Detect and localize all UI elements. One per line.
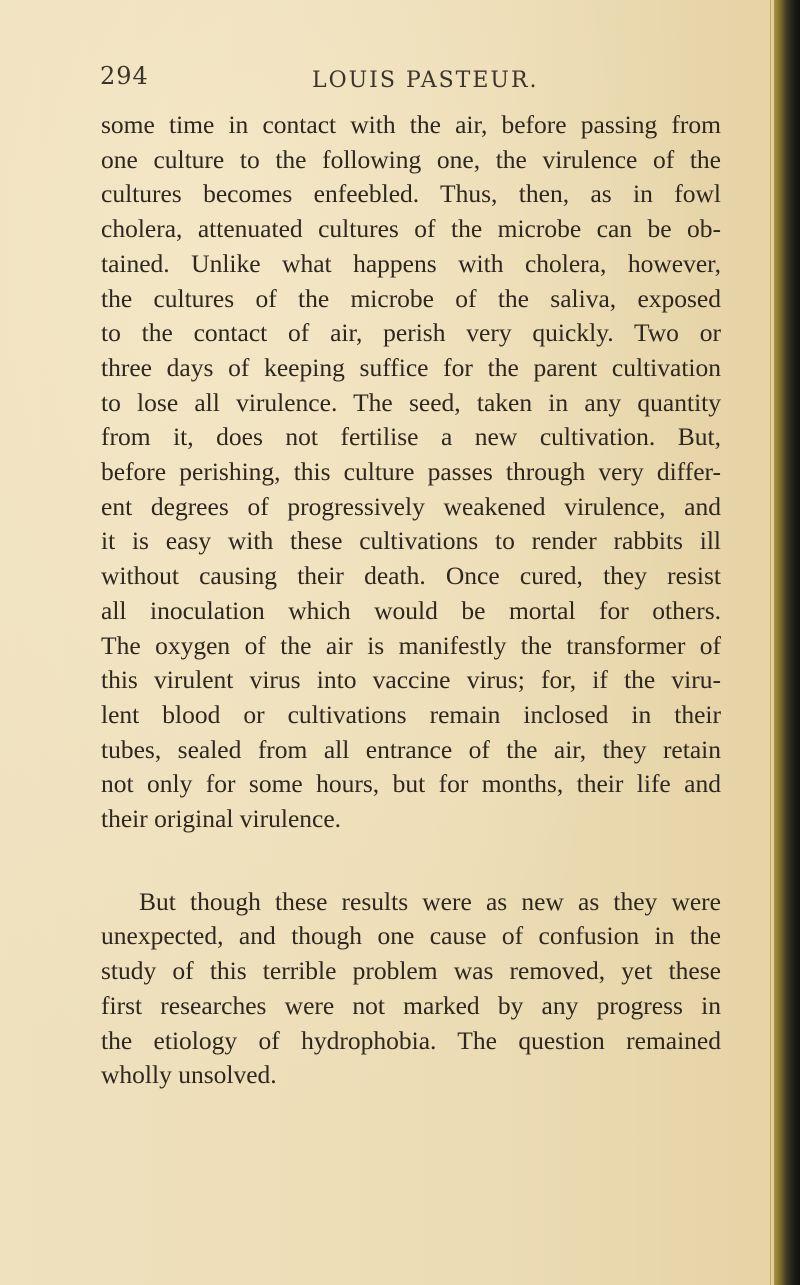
text-line: all inoculation which would be mortal for others. bbox=[101, 595, 721, 625]
text-line: wholly unsolved. bbox=[101, 1060, 277, 1090]
text-line: ent degrees of progressively weakened virulence, and bbox=[101, 491, 721, 521]
text-line: from it, does not fertilise a new cultivation. But, bbox=[101, 422, 721, 452]
text-line: this virulent virus into vaccine virus; for, if the viru- bbox=[101, 665, 721, 695]
paragraph-2 bbox=[101, 885, 721, 1093]
text-line: to the contact of air, perish very quickly. Two or bbox=[101, 318, 721, 348]
text-line: first researches were not marked by any progress in bbox=[101, 990, 721, 1020]
paragraph-1 bbox=[101, 108, 721, 837]
body-text bbox=[101, 108, 721, 1093]
text-line: cholera, attenuated cultures of the microbe can be ob- bbox=[101, 214, 721, 244]
text-line: three days of keeping suffice for the parent cultivation bbox=[101, 352, 721, 382]
page-edge bbox=[771, 0, 774, 1285]
text-line: lent blood or cultivations remain inclosed in their bbox=[101, 699, 721, 729]
text-line: the etiology of hydrophobia. The question remained bbox=[101, 1025, 721, 1055]
text-line: one culture to the following one, the virulence of the bbox=[101, 144, 721, 174]
running-head: LOUIS PASTEUR. bbox=[312, 68, 539, 93]
text-line: without causing their death. Once cured, they resist bbox=[101, 561, 721, 591]
book-spine-shadow bbox=[770, 0, 800, 1285]
text-line: tubes, sealed from all entrance of the air, they retain bbox=[101, 734, 721, 764]
text-line: cultures becomes enfeebled. Thus, then, as in fowl bbox=[101, 179, 721, 209]
text-line: unexpected, and though one cause of confusion in the bbox=[101, 921, 721, 951]
text-line: study of this terrible problem was removed, yet these bbox=[101, 956, 721, 986]
page-number: 294 bbox=[100, 62, 149, 90]
text-line: The oxygen of the air is manifestly the transformer of bbox=[101, 630, 721, 660]
text-line: it is easy with these cultivations to render rabbits ill bbox=[101, 526, 721, 556]
text-line: not only for some hours, but for months, their life and bbox=[101, 769, 721, 799]
text-line: before perishing, this culture passes through very differ- bbox=[101, 457, 721, 487]
paragraph-gap bbox=[101, 837, 721, 885]
text-line: But though these results were as new as they were bbox=[139, 886, 721, 916]
text-line: to lose all virulence. The seed, taken in any quantity bbox=[101, 387, 721, 417]
text-line: some time in contact with the air, before passing from bbox=[101, 110, 721, 139]
text-line: tained. Unlike what happens with cholera, however, bbox=[101, 248, 721, 278]
text-line: the cultures of the microbe of the saliva, exposed bbox=[101, 283, 721, 313]
text-line: their original virulence. bbox=[101, 804, 342, 834]
